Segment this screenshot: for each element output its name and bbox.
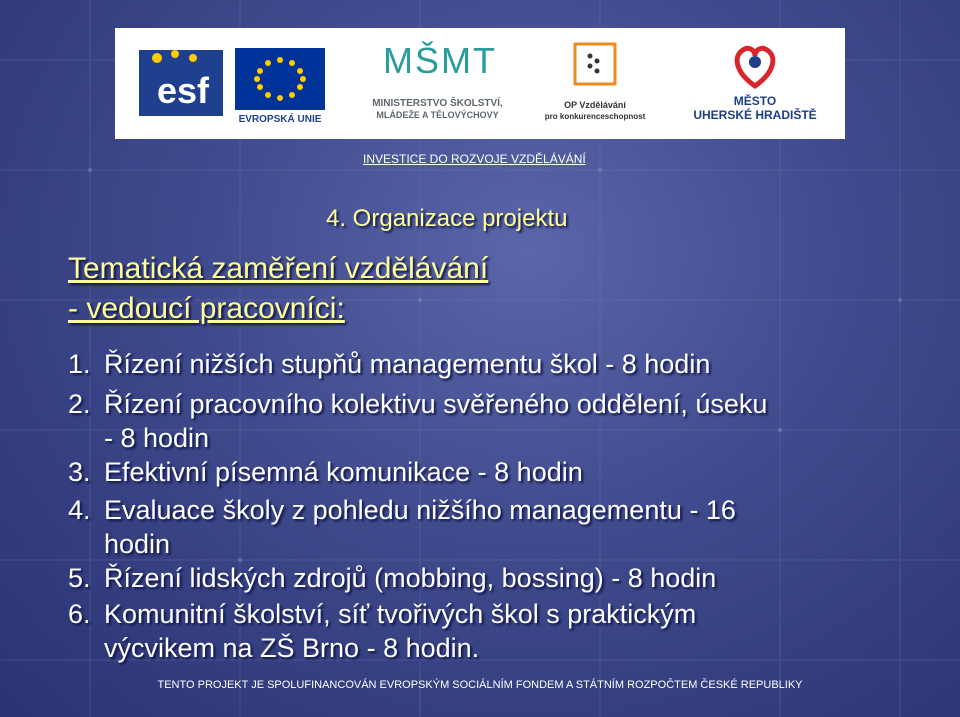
msmt-line1: MINISTERSTVO ŠKOLSTVÍ, [372, 98, 503, 109]
list-item-5: 5. Řízení lidských zdrojů (mobbing, bossing) - 8 hodin [68, 563, 717, 593]
list-item-6: 6. Komunitní školství, síť tvořivých škol s praktickým výcvikem na ZŠ Brno - 8 hodin. [68, 599, 697, 663]
heading-line1: Tematická zaměření vzdělávání [68, 252, 489, 285]
eu-label: EVROPSKÁ UNIE [238, 114, 322, 125]
city-line1: MĚSTO [733, 94, 777, 108]
logo-banner [115, 28, 845, 139]
eu-flag-icon [230, 28, 330, 118]
op-square-icon [540, 28, 650, 108]
city-logo [675, 28, 835, 139]
esf-logo-text: esf [156, 70, 210, 111]
op-line2: pro konkurenceschopnost [544, 112, 646, 121]
eu-logo [230, 28, 330, 139]
city-line2: UHERSKÉ HRADIŠTĚ [693, 108, 817, 122]
footer-cofinancing: TENTO PROJEKT JE SPOLUFINANCOVÁN EVROPSKÝM SOCIÁLNÍM FONDEM A STÁTNÍM ROZPOČTEM ČESKÉ REPUBLIKY [157, 679, 803, 691]
city-heart-icon [675, 28, 835, 98]
list-item-4: 4. Evaluace školy z pohledu nižšího managementu - 16 hodin [68, 495, 736, 559]
list-item-2: 2. Řízení pracovního kolektivu svěřeného oddělení, úseku - 8 hodin [68, 389, 768, 453]
esf-logo [135, 28, 225, 139]
msmt-logo-text: MŠMT [383, 40, 497, 81]
section-title: 4. Organizace projektu [326, 205, 568, 232]
investice-tagline: INVESTICE DO ROZVOJE VZDĚLÁVÁNÍ [363, 152, 586, 166]
heading-line2: - vedoucí pracovníci: [68, 292, 345, 325]
list-item-1: 1. Řízení nižších stupňů managementu škol - 8 hodin [68, 349, 711, 379]
msmt-logo [350, 28, 525, 139]
list-item-3: 3. Efektivní písemná komunikace - 8 hodin [68, 457, 583, 487]
op-line1: OP Vzdělávání [564, 100, 626, 110]
msmt-line2: MLÁDEŽE A TĚLOVÝCHOVY [376, 110, 499, 120]
op-logo [540, 28, 650, 139]
